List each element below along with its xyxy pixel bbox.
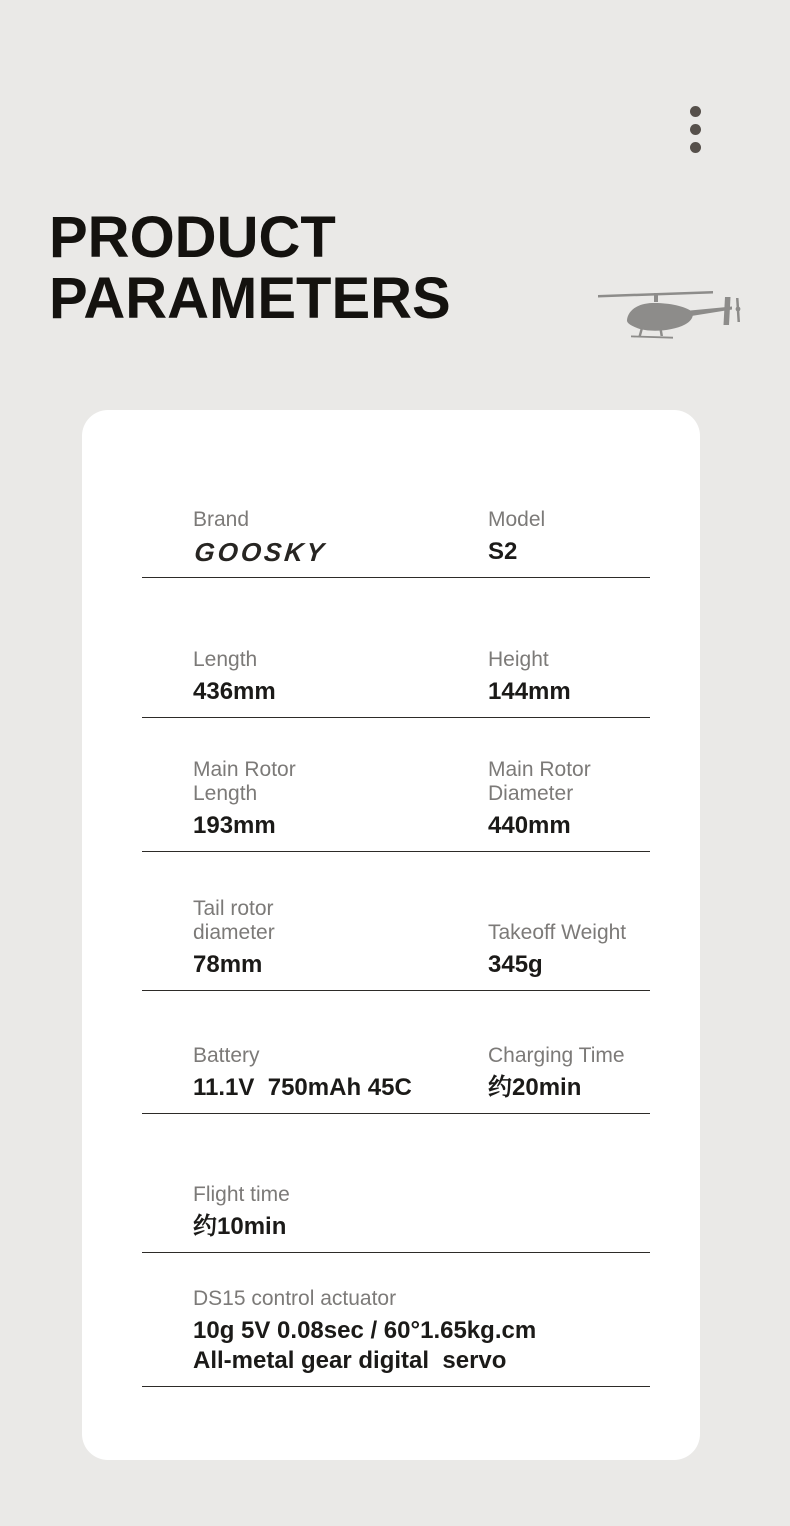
spec-row-brand-model (142, 505, 650, 578)
spec-row-battery-charging (142, 1044, 650, 1114)
spec-value: 78mm (193, 951, 263, 978)
spec-label: Battery (193, 1044, 260, 1067)
spec-row-tail-rotor-weight (142, 897, 650, 991)
spec-value: S2 (488, 538, 518, 565)
goosky-logo: GOOSKY (193, 537, 329, 567)
spec-cell-battery (193, 1044, 412, 1103)
vertical-ellipsis-icon (690, 106, 701, 153)
spec-value: 11.1V 750mAh 45C (193, 1074, 412, 1101)
page-title (49, 207, 451, 329)
spec-cell-length (193, 648, 276, 707)
spec-value: 436mm (193, 678, 276, 705)
spec-cell-takeoff-weight (488, 921, 626, 980)
spec-value: All-metal gear digital servo (193, 1347, 507, 1374)
spec-label: Flight time (193, 1183, 290, 1206)
page-title-line1: PRODUCT (49, 205, 336, 270)
spec-label: DS15 control actuator (193, 1287, 397, 1310)
spec-value: 193mm (193, 812, 276, 839)
spec-cell-brand (193, 508, 329, 567)
spec-cell-model (488, 508, 545, 567)
spec-value: 10g 5V 0.08sec / 60°1.65kg.cm (193, 1317, 537, 1344)
spec-row-length-height (142, 638, 650, 718)
spec-card (82, 410, 700, 1460)
dot (690, 124, 701, 135)
spec-value: 144mm (488, 678, 571, 705)
spec-cell-charging-time (488, 1044, 625, 1103)
spec-row-servo (142, 1273, 650, 1387)
spec-cell-servo (193, 1287, 536, 1376)
spec-label: Brand (193, 508, 250, 531)
spec-cell-height (488, 648, 571, 707)
spec-cell-flight-time (193, 1183, 290, 1242)
spec-row-main-rotor (142, 758, 650, 852)
dot (690, 106, 701, 117)
spec-cell-main-rotor-diameter (488, 758, 591, 841)
dot (690, 142, 701, 153)
spec-label: Tail rotor diameter (193, 897, 275, 944)
spec-row-flight-time (142, 1176, 650, 1253)
spec-label: Main Rotor Length (193, 758, 296, 805)
spec-value: 约10min (193, 1213, 287, 1240)
spec-value: 440mm (488, 812, 571, 839)
helicopter-icon (597, 284, 747, 342)
spec-value: 345g (488, 951, 543, 978)
spec-cell-main-rotor-length (193, 758, 296, 841)
spec-label: Charging Time (488, 1044, 625, 1067)
spec-value: 约20min (488, 1074, 582, 1101)
spec-label: Length (193, 648, 258, 671)
page-title-line2: PARAMETERS (49, 266, 451, 331)
spec-label: Model (488, 508, 546, 531)
spec-label: Main Rotor Diameter (488, 758, 591, 805)
spec-label: Height (488, 648, 549, 671)
spec-label: Takeoff Weight (488, 921, 627, 944)
spec-cell-tail-rotor-diameter (193, 897, 275, 980)
